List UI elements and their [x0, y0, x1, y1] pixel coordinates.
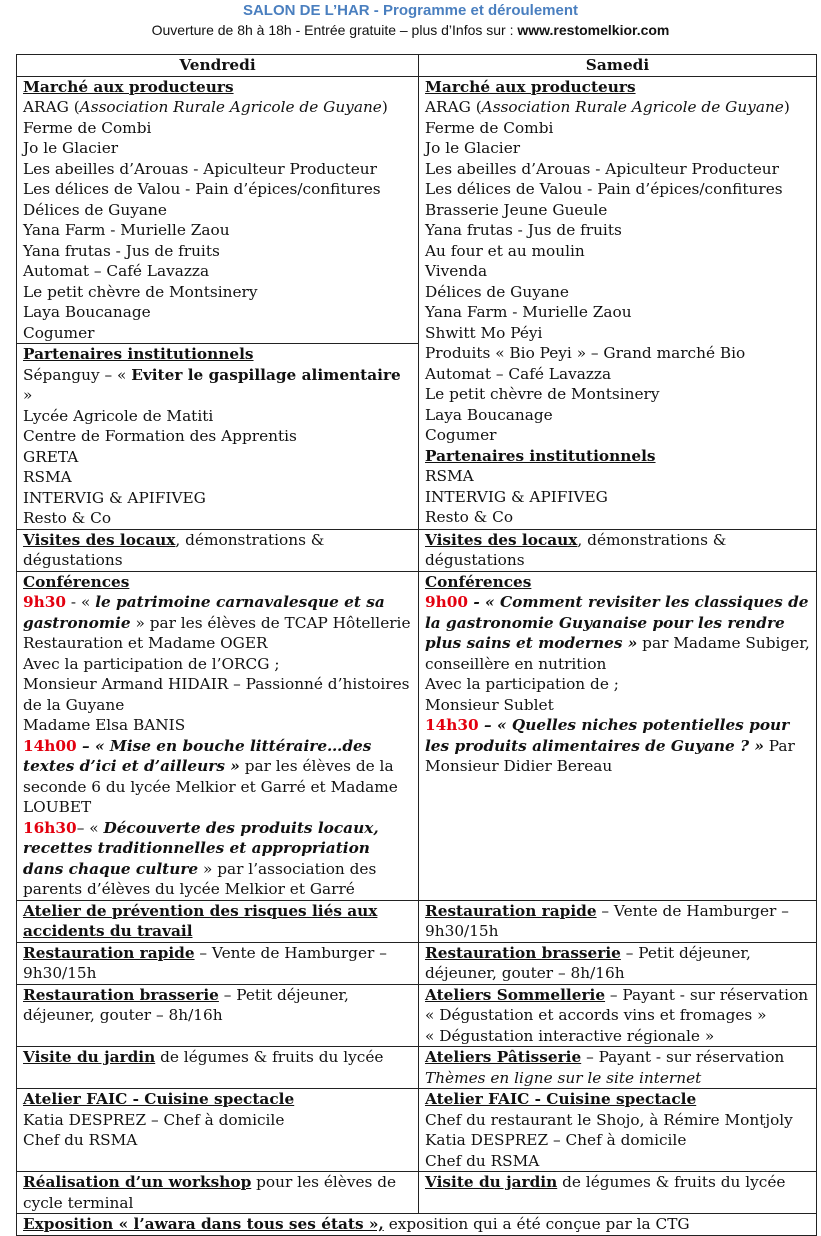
- list-item: INTERVIG & APIFIVEG: [425, 487, 608, 506]
- column-header-friday: Vendredi: [17, 55, 419, 77]
- list-item: Délices de Guyane: [425, 282, 569, 301]
- list-item: Cogumer: [23, 323, 95, 342]
- friday-visits-cell: Visites des locaux, démonstrations & dégustations: [17, 529, 419, 571]
- list-item: GRETA: [23, 447, 79, 466]
- list-item: Laya Boucanage: [425, 405, 553, 424]
- list-item: Yana frutas - Jus de fruits: [425, 221, 622, 239]
- conference-entry: 14h00 – « Mise en bouche littéraire…des textes d’ici et d’ailleurs » par les élèves de la seconde 6 du lycée Melkior et Garré et Madame LOUBET: [23, 736, 398, 816]
- table-row: [17, 1172, 817, 1214]
- list-item: Vivenda: [425, 262, 488, 280]
- list-item: Monsieur Sublet: [425, 695, 554, 714]
- friday-brasserie-cell: Restauration brasserie – Petit déjeuner, déjeuner, gouter – 8h/16h: [17, 984, 419, 1047]
- friday-producers-list: [23, 118, 412, 344]
- friday-workshop-cell: Réalisation d’un workshop pour les élèves de cycle terminal: [17, 1172, 419, 1214]
- friday-faic-cell: Atelier FAIC - Cuisine spectacle Katia DESPREZ – Chef à domicile Chef du RSMA: [17, 1089, 419, 1172]
- conference-entry: 9h30 - « le patrimoine carnavalesque et sa gastronomie » par les élèves de TCAP Hôtellerie Restauration et Madame OGER: [23, 593, 411, 652]
- list-item: Les délices de Valou - Pain d’épices/confitures: [23, 180, 381, 198]
- saturday-sommellerie-cell: Ateliers Sommellerie – Payant - sur réservation « Dégustation et accords vins et fromages » « Dégustation interactive régionale »: [419, 984, 817, 1047]
- section-heading: Partenaires institutionnels: [425, 446, 656, 465]
- conference-participants: [23, 654, 412, 736]
- list-item: Les abeilles d’Arouas - Apiculteur Producteur: [425, 159, 779, 178]
- section-heading: Conférences: [23, 572, 130, 591]
- list-item: Jo le Glacier: [23, 139, 119, 157]
- list-item: « Dégustation interactive régionale »: [425, 1026, 715, 1045]
- friday-producers-partners-cell: [17, 76, 419, 529]
- section-heading: Marché aux producteurs: [23, 77, 234, 96]
- list-item: Yana frutas - Jus de fruits: [23, 241, 220, 260]
- table-row: [17, 942, 817, 984]
- section-heading: Marché aux producteurs: [425, 77, 636, 96]
- list-item: Katia DESPREZ – Chef à domicile: [23, 1110, 285, 1129]
- list-item: Ferme de Combi: [425, 118, 554, 137]
- list-item: Le petit chèvre de Montsinery: [425, 385, 660, 403]
- list-item: Délices de Guyane: [23, 200, 167, 219]
- friday-conferences-cell: [17, 571, 419, 900]
- list-item: Produits « Bio Peyi » – Grand marché Bio: [425, 344, 746, 362]
- list-item: Yana Farm - Murielle Zaou: [425, 303, 632, 321]
- list-item: Katia DESPREZ – Chef à domicile: [425, 1131, 687, 1149]
- faic-list: [425, 1110, 810, 1172]
- list-item: ARAG (Association Rurale Agricole de Guyane): [23, 98, 388, 116]
- list-item: Les abeilles d’Arouas - Apiculteur Producteur: [23, 159, 377, 178]
- saturday-fast-food-cell: Restauration rapide – Vente de Hamburger – 9h30/15h: [419, 900, 817, 942]
- column-header-saturday: Samedi: [419, 55, 817, 77]
- list-item: Monsieur Armand HIDAIR – Passionné d’histoires de la Guyane: [23, 675, 410, 714]
- list-item: Madame Elsa BANIS: [23, 716, 186, 734]
- list-item: Resto & Co: [425, 508, 514, 526]
- list-item: Les délices de Valou - Pain d’épices/confitures: [425, 180, 783, 198]
- faic-list: [23, 1110, 412, 1151]
- table-row: [17, 529, 817, 571]
- list-item: Laya Boucanage: [23, 303, 151, 321]
- exhibition-cell: Exposition « l’awara dans tous ses états », exposition qui a été conçue par la CTG: [17, 1214, 817, 1236]
- friday-producers-block: [17, 77, 418, 344]
- table-row: [17, 571, 817, 900]
- section-heading: Conférences: [425, 572, 532, 591]
- page-subtitle: [0, 20, 821, 40]
- list-item: Cogumer: [425, 426, 497, 444]
- saturday-faic-cell: Atelier FAIC - Cuisine spectacle Chef du restaurant le Shojo, à Rémire Montjoly Katia DESPREZ – Chef à domicile Chef du RSMA: [419, 1089, 817, 1172]
- list-item: Centre de Formation des Apprentis: [23, 427, 297, 445]
- friday-prevention-cell: Atelier de prévention des risques liés aux accidents du travail: [17, 900, 419, 942]
- list-item: Avec la participation de l’ORCG ;: [23, 654, 280, 673]
- list-item: Chef du RSMA: [23, 1131, 138, 1149]
- friday-garden-cell: Visite du jardin de légumes & fruits du lycée: [17, 1047, 419, 1089]
- saturday-garden-cell: Visite du jardin de légumes & fruits du lycée: [419, 1172, 817, 1214]
- friday-fast-food-cell: Restauration rapide – Vente de Hamburger – 9h30/15h: [17, 942, 419, 984]
- friday-partners-block: [17, 343, 418, 529]
- list-item: Chef du restaurant le Shojo, à Rémire Montjoly: [425, 1110, 793, 1129]
- friday-partners-list: [23, 406, 412, 529]
- list-item: Jo le Glacier: [425, 139, 521, 157]
- page-title: SALON DE L’HAR - Programme et déroulement: [242, 2, 579, 19]
- list-item: RSMA: [23, 468, 72, 486]
- conference-participants: [425, 674, 810, 715]
- section-heading: Partenaires institutionnels: [23, 345, 254, 363]
- table-row: [17, 984, 817, 1047]
- list-item: INTERVIG & APIFIVEG: [23, 488, 206, 507]
- list-item: Yana Farm - Murielle Zaou: [23, 221, 230, 239]
- conference-entry: 9h00 - « Comment revisiter les classiques de la gastronomie Guyanaise pour les rendre plus sains et modernes » par Madame Subiger, conseillère en nutrition: [425, 593, 810, 673]
- table-header-row: [17, 55, 817, 77]
- subtitle-text: Ouverture de 8h à 18h - Entrée gratuite – plus d’Infos sur :: [151, 22, 518, 38]
- website-link[interactable]: www.restomelkior.com: [517, 22, 670, 38]
- list-item: Shwitt Mo Péyi: [425, 323, 543, 342]
- saturday-conferences-cell: [419, 571, 817, 900]
- list-item: RSMA: [425, 467, 474, 485]
- saturday-brasserie-cell: Restauration brasserie – Petit déjeuner, déjeuner, gouter – 8h/16h: [419, 942, 817, 984]
- list-item: Ferme de Combi: [23, 118, 152, 137]
- table-row: [17, 1047, 817, 1089]
- saturday-pastry-cell: Ateliers Pâtisserie – Payant - sur réservation Thèmes en ligne sur le site internet: [419, 1047, 817, 1089]
- list-item: Avec la participation de ;: [425, 675, 619, 693]
- list-item: Brasserie Jeune Gueule: [425, 200, 608, 219]
- list-item: Au four et au moulin: [425, 241, 585, 260]
- conference-entry: 14h30 – « Quelles niches potentielles pour les produits alimentaires de Guyane ? » Par Monsieur Didier Bereau: [425, 716, 795, 775]
- pastry-note: Thèmes en ligne sur le site internet: [425, 1068, 702, 1087]
- saturday-producers-list: [425, 118, 810, 446]
- table-row: [17, 1089, 817, 1172]
- program-table: [16, 54, 817, 1236]
- saturday-producers-partners-cell: [419, 76, 817, 529]
- list-item: Lycée Agricole de Matiti: [23, 406, 214, 425]
- list-item: Sépanguy – « Eviter le gaspillage alimentaire »: [23, 365, 401, 404]
- list-item: Automat – Café Lavazza: [425, 364, 612, 383]
- page-header: [0, 0, 821, 52]
- table-row: [17, 76, 817, 529]
- list-item: « Dégustation et accords vins et fromages »: [425, 1006, 767, 1024]
- saturday-partners-list: [425, 466, 810, 528]
- conference-entry: 16h30– « Découverte des produits locaux, recettes traditionnelles et appropriation dans chaque culture » par l’association des parents d’élèves du lycée Melkior et Garré: [23, 818, 379, 898]
- list-item: Chef du RSMA: [425, 1151, 540, 1170]
- table-row: [17, 1214, 817, 1236]
- list-item: Automat – Café Lavazza: [23, 262, 210, 280]
- table-row: [17, 900, 817, 942]
- saturday-visits-cell: Visites des locaux, démonstrations & dégustations: [419, 529, 817, 571]
- list-item: ARAG (Association Rurale Agricole de Guyane): [425, 98, 790, 116]
- list-item: Resto & Co: [23, 509, 112, 527]
- sommellerie-list: [425, 1005, 810, 1046]
- list-item: Le petit chèvre de Montsinery: [23, 282, 258, 301]
